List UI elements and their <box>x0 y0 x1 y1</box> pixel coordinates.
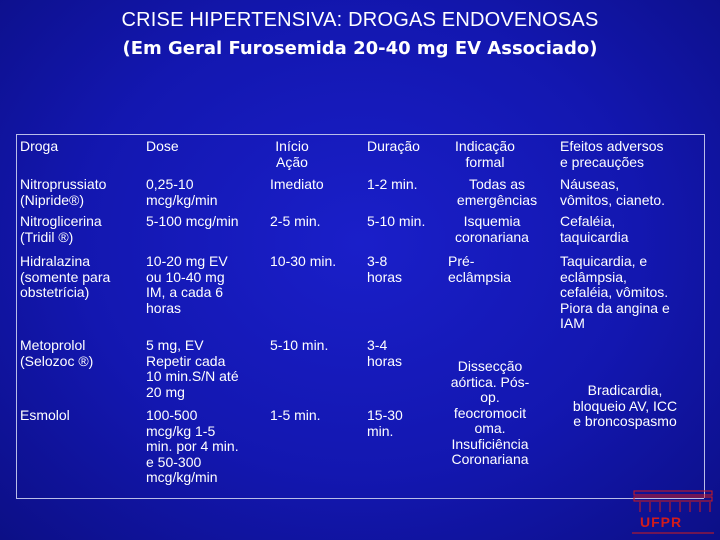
row-1-dose: 5-100 mcg/min <box>146 213 239 229</box>
row-3-dose: 5 mg, EV Repetir cada 10 min.S/N até 20 mg <box>146 337 239 400</box>
header-droga: Droga <box>20 138 59 154</box>
header-indicacao: Indicação formal <box>455 138 515 170</box>
row-4-duracao: 15-30 min. <box>367 407 403 439</box>
row-4-droga: Esmolol <box>20 407 70 423</box>
row-0-dose: 0,25-10 mcg/kg/min <box>146 176 218 208</box>
row-2-indicacao: Pré- eclâmpsia <box>448 253 512 285</box>
row-1-inicio: 2-5 min. <box>270 213 321 229</box>
header-dose: Dose <box>146 138 179 154</box>
row-2-inicio: 10-30 min. <box>270 253 337 269</box>
row-1-indicacao: Isquemia coronariana <box>455 213 529 245</box>
row-1-duracao: 5-10 min. <box>367 213 426 229</box>
header-inicio: Início Ação <box>275 138 309 170</box>
table-border-bottom <box>16 498 704 499</box>
row-4-dose: 100-500 mcg/kg 1-5 min. por 4 min. e 50-300 mcg/kg/min <box>146 407 239 485</box>
table-border-top <box>16 134 704 135</box>
row-3-inicio: 5-10 min. <box>270 337 329 353</box>
page-title: CRISE HIPERTENSIVA: DROGAS ENDOVENOSAS <box>121 9 599 31</box>
row-2-efeitos: Taquicardia, e eclâmpsia, cefaléia, vômitos. Piora da angina e IAM <box>560 253 670 331</box>
table-border-left <box>16 134 17 498</box>
header-duracao: Duração <box>367 138 420 154</box>
row-4-inicio: 1-5 min. <box>270 407 321 423</box>
header-efeitos: Efeitos adversos e precauções <box>560 138 664 170</box>
row-3-duracao: 3-4 horas <box>367 337 403 369</box>
page-subtitle: (Em Geral Furosemida 20-40 mg EV Associado) <box>122 38 598 59</box>
row-0-inicio: Imediato <box>270 176 324 192</box>
row-3-droga: Metoprolol (Selozoc ®) <box>20 337 94 369</box>
row-0-efeitos: Náuseas, vômitos, cianeto. <box>560 176 666 208</box>
row-1-droga: Nitroglicerina (Tridil ®) <box>20 213 102 245</box>
row-2-droga: Hidralazina (somente para obstetrícia) <box>20 253 111 300</box>
row-0-droga: Nitroprussiato (Nipride®) <box>20 176 107 208</box>
row-1-efeitos: Cefaléia, taquicardia <box>560 213 629 245</box>
merged-indicacao: Dissecção aórtica. Pós- op. feocromocit oma. Insuficiência Coronariana <box>450 358 530 467</box>
merged-efeitos: Bradicardia, bloqueio AV, ICC e broncospasmo <box>572 382 678 429</box>
row-0-indicacao: Todas as emergências <box>456 176 538 208</box>
logo-text: UFPR <box>640 514 683 530</box>
row-2-dose: 10-20 mg EV ou 10-40 mg IM, a cada 6 horas <box>146 253 228 316</box>
row-2-duracao: 3-8 horas <box>367 253 403 285</box>
table-border-right <box>704 134 705 498</box>
row-0-duracao: 1-2 min. <box>367 176 418 192</box>
